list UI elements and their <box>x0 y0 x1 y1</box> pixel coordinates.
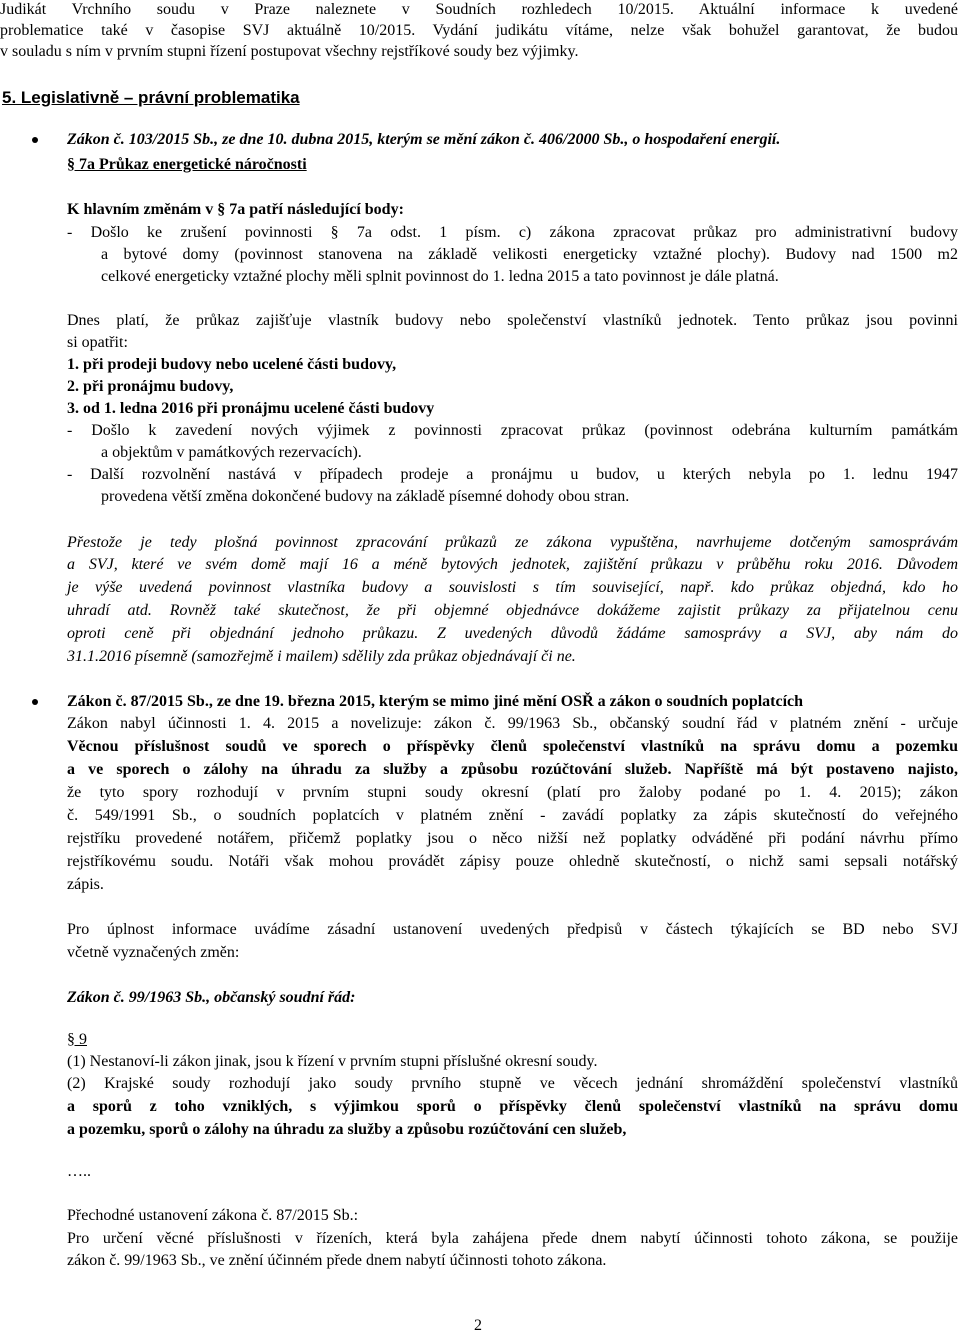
changes-heading: K hlavním změnám v § 7a patří následující body: <box>67 201 404 218</box>
page-number: 2 <box>474 1317 482 1334</box>
list-item: 3. od 1. ledna 2016 při pronájmu ucelené části budovy <box>67 400 435 417</box>
law-87-line-7 <box>67 852 958 872</box>
law-87-line-5 <box>67 806 958 826</box>
text: a bytové domy (povinnost stanovena na základě velikosti energeticky vztažné plochy). Budovy nad 1500 m2 <box>101 246 958 263</box>
text: č. 549/1991 Sb., o soudních poplatcích v platném znění - zavádí poplatky za zápis skutečností do veřejného <box>67 807 958 824</box>
subsection-2-line-1 <box>67 1074 958 1094</box>
change-2-line-1 <box>67 421 958 441</box>
bullet-icon <box>32 699 38 705</box>
section-heading: 5. Legislativně – právní problematika <box>2 88 300 107</box>
text: Věcnou příslušnost soudů ve sporech o příspěvky členů společenství vlastníků na správu domu a pozemku <box>67 738 958 755</box>
recommendation-line-5 <box>67 624 958 644</box>
law-87-line-2 <box>67 737 958 757</box>
subsection-2-line-2 <box>67 1097 958 1117</box>
subsection-1: (1) Nestanoví-li zákon jinak, jsou k řízení v prvním stupni příslušné okresní soudy. <box>67 1053 598 1070</box>
intro-line-3 <box>0 42 578 62</box>
change-1-line-3: celkové energeticky vztažné plochy měli splnit povinnost do 1. ledna 2015 a tato povinnost je dále platná. <box>101 268 779 285</box>
list-item: 2. při pronájmu budovy, <box>67 378 234 395</box>
text: je výše uvedená povinnost vlastníka budovy a souvislosti s tím související, např. kdo průkaz objedná, kdo ho <box>67 579 958 596</box>
transitional-line-2: zákon č. 99/1963 Sb., ve znění účinném přede dnem nabytí účinnosti tohoto zákona. <box>67 1252 607 1269</box>
transitional-line-1 <box>67 1229 958 1249</box>
law-87-title: Zákon č. 87/2015 Sb., ze dne 19. března 2015, kterým se mimo jiné mění OSŘ a zákon o soudních poplatcích <box>67 693 804 710</box>
text: Judikát Vrchního soudu v Praze naleznete v Soudních rozhledech 10/2015. Aktuální informace k uvedené <box>0 1 958 18</box>
obligation-line-2: si opatřit: <box>67 334 128 351</box>
text: rejstříku provedené notářem, přičemž poplatky jsou o něco nižší než poplatky odváděné při podání návrhu přímo <box>67 830 958 847</box>
transitional-heading: Přechodné ustanovení zákona č. 87/2015 Sb.: <box>67 1207 359 1224</box>
text: - Došlo k zavedení nových výjimek z povinnosti zpracovat průkaz (povinnost odebrána kulturním památkám <box>67 422 958 439</box>
law-87-line-6 <box>67 829 958 849</box>
intro-line-1 <box>0 0 958 20</box>
recommendation-line-2 <box>67 555 958 575</box>
text: uhradí atd. Rovněž také skutečnost, že při objemné objednávce dokážeme zajistit průkazy za přijatelnou cenu <box>67 602 958 619</box>
text: (2) Krajské soudy rozhodují jako soudy prvního stupně ve věcech jednání shromáždění společenství vlastníků <box>67 1075 958 1092</box>
obligation-line-1 <box>67 311 958 331</box>
text: a SVJ, které ve svém domě mají 16 a méně bytových jednotek, zajištění průkazu v průběhu roku 2016. Důvodem <box>67 556 958 573</box>
recommendation-line-6: 31.1.2016 písemně (samozřejmě i mailem) sdělily zda průkaz objednávají či ne. <box>67 648 576 665</box>
bullet-icon <box>32 137 38 143</box>
paragraph-9: § 9 <box>67 1031 87 1048</box>
text: - Další rozvolnění nastává v případech prodeje a pronájmu u budov, u kterých nebyla po 1. lednu 1947 <box>67 466 958 483</box>
text: problematice také v časopise SVJ aktuálně 10/2015. Vydání judikátu vítáme, nelze však bohužel garantovat, že budou <box>0 22 958 39</box>
recommendation-line-3 <box>67 578 958 598</box>
subsection-2-line-3: a pozemku, sporů o zálohy na úhradu za služby a způsobu rozúčtování cen služeb, <box>67 1121 627 1138</box>
text: Pro určení věcné příslušnosti v řízeních, která byla zahájena přede dnem nabytí účinnosti tohoto zákona, se použije <box>67 1230 958 1247</box>
completeness-line-1 <box>67 920 958 940</box>
recommendation-line-1 <box>67 533 958 553</box>
change-1-line-2 <box>101 245 958 265</box>
law-87-line-1 <box>67 714 958 734</box>
list-item: 1. při prodeji budovy nebo ucelené části budovy, <box>67 356 397 373</box>
law-87-line-8: zápis. <box>67 876 104 893</box>
text: - Došlo ke zrušení povinnosti § 7a odst. 1 písm. c) zákona zpracovat průkaz pro administrativní budovy <box>67 224 958 241</box>
text: Dnes platí, že průkaz zajišťuje vlastník budovy nebo společenství vlastníků jednotek. Tento průkaz jsou povinni <box>67 312 958 329</box>
completeness-line-2: včetně vyznačených změn: <box>67 944 240 961</box>
ellipsis: ….. <box>67 1163 91 1180</box>
change-3-line-1 <box>67 465 958 485</box>
text: a ve sporech o zálohy na úhradu za služby a způsobu rozúčtování služeb. Napříště má být postaveno najisto, <box>67 761 958 778</box>
intro-line-2 <box>0 21 958 41</box>
law-103-title: Zákon č. 103/2015 Sb., ze dne 10. dubna 2015, kterým se mění zákon č. 406/2000 Sb., o hospodaření energií. <box>67 131 781 148</box>
law-103-subtitle: § 7a Průkaz energetické náročnosti <box>67 156 307 173</box>
change-1-line-1 <box>67 223 958 243</box>
recommendation-line-4 <box>67 601 958 621</box>
text: oproti ceně při objednání jednoho průkazu. Z uvedených důvodů žádáme samosprávy a SVJ, aby nám do <box>67 625 958 642</box>
text: že tyto spory rozhodují v prvním stupni soudy okresní (platí pro žaloby podané po 1. 4. 2015); zákon <box>67 784 958 801</box>
change-2-line-2: a objektům v památkových rezervacích). <box>101 444 362 461</box>
law-87-line-3 <box>67 760 958 780</box>
text: Přestože je tedy plošná povinnost zpracování průkazů ze zákona vypuštěna, navrhujeme dotčeným samosprávám <box>67 534 958 551</box>
change-3-line-2: provedena větší změna dokončené budovy na základě písemné dohody obou stran. <box>101 488 630 505</box>
osr-heading: Zákon č. 99/1963 Sb., občanský soudní řád: <box>67 989 356 1006</box>
text: a sporů z toho vzniklých, s výjimkou sporů o příspěvky členů společenství vlastníků na správu domu <box>67 1098 958 1115</box>
text: Pro úplnost informace uvádíme zásadní ustanovení uvedených předpisů v částech týkajících se BD nebo SVJ <box>67 921 958 938</box>
law-87-line-4 <box>67 783 958 803</box>
text: v souladu s ním v prvním stupni řízení postupovat všechny rejstříkové soudy bez výjimky. <box>0 43 579 60</box>
text: rejstříkovému soudu. Notáři však mohou provádět zápisy pouze ohledně skutečností, o nichž sami sepsali notářský <box>67 853 958 870</box>
text: Zákon nabyl účinnosti 1. 4. 2015 a novelizuje: zákon č. 99/1963 Sb., občanský soudní řád v platném znění - určuje <box>67 715 958 732</box>
